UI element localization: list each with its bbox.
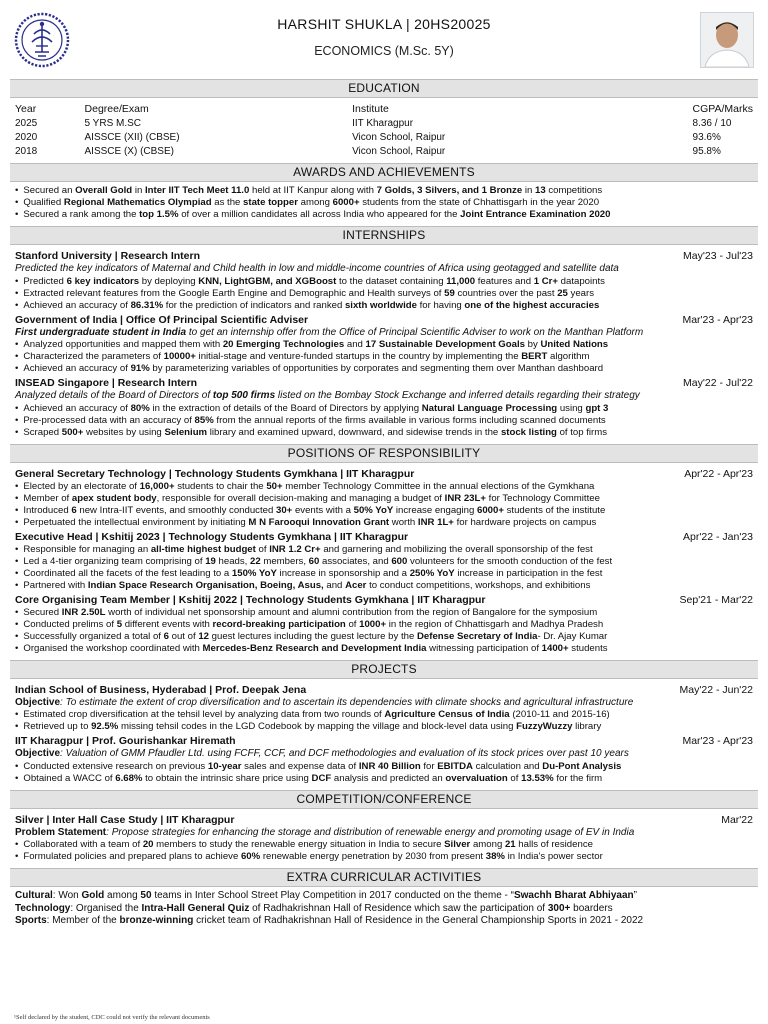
objective-text: : To estimate the extent of crop diversification and to ascertain its dependencies with climate shocks and agricultural infrastructure [60, 696, 634, 708]
entry-bullets [10, 544, 758, 592]
list-item: • Led a 4-tier organizing team comprising of 19 heads, 22 members, 60 associates, and 600 volunteers for the smooth conduction of the fest [15, 556, 753, 568]
resume-page [10, 10, 758, 928]
education-header-degree: Degree/Exam [84, 102, 149, 115]
entry-date: Mar'23 - Apr'23 [682, 735, 753, 747]
list-item: • Secured an Overall Gold in Inter IIT Tech Meet 11.0 held at IIT Kanpur along with 7 Golds, 3 Silvers, and 1 Bronze in 13 competitions [15, 185, 753, 197]
list-item: • Successfully organized a total of 6 out of 12 guest lectures including the guest lecture by the Defense Secretary of India- Dr. Ajay Kumar [15, 631, 753, 643]
list-item: • Organised the workshop coordinated with Mercedes-Benz Research and Development India witnessing participation of 1400+ students [15, 643, 753, 655]
list-item: • Introduced 6 new Intra-IIT events, and smoothly conducted 30+ events with a 50% YoY increase engaging 6000+ students of the institute [15, 505, 753, 517]
education-header-cgpa: CGPA/Marks [692, 102, 753, 115]
education-header-year: Year [15, 102, 37, 115]
extracurricular-item: Sports: Member of the bronze-winning cricket team of Radhakrishnan Hall of Residence in the General Championship Sports in 2021 - 2022 [15, 915, 644, 926]
table-cell: 2020 [15, 131, 38, 143]
project-objective [10, 748, 758, 761]
entry-title: IIT Kharagpur | Prof. Gourishankar Hiremath [15, 735, 236, 747]
list-item: • Elected by an electorate of 16,000+ students to chair the 50+ member Technology Committee in the annual elections of the Gymkhana [15, 481, 753, 493]
list-item: • Retrieved up to 92.5% missing tehsil codes in the LGD Codebook by mapping the village and block-level data using FuzzyWuzzy library [15, 721, 753, 733]
problem-statement-text: : Propose strategies for enhancing the storage and distribution of renewable energy and promoting usage of EV in India [106, 826, 635, 838]
entry-header [10, 812, 758, 827]
footnote: ¹Self declared by the student, CDC could not verify the relevant documents [14, 1014, 210, 1021]
table-cell: 95.8% [692, 145, 721, 157]
entry-bullets [10, 607, 758, 655]
education-header-institute: Institute [352, 102, 389, 115]
list-item: • Qualified Regional Mathematics Olympiad as the state topper among 6000+ students from the state of Chhattisgarh in the year 2020 [15, 197, 753, 209]
list-item: • Responsible for managing an all-time highest budget of INR 1.2 Cr+ and garnering and mobilizing the overall sponsorship of the fest [15, 544, 753, 556]
table-cell: AISSCE (X) (CBSE) [84, 145, 174, 157]
awards-list [10, 185, 758, 221]
entry-title: Core Organising Team Member | Kshitij 2022 | Technology Students Gymkhana | IIT Kharagpur [15, 593, 486, 606]
project-objective [10, 697, 758, 710]
entry-header [10, 529, 758, 544]
section-awards: AWARDS AND ACHIEVEMENTS [10, 163, 758, 182]
entry-header [10, 682, 758, 697]
entry-date: Mar'23 - Apr'23 [682, 313, 753, 326]
section-competition: COMPETITION/CONFERENCE [10, 790, 758, 809]
list-item: • Formulated policies and prepared plans to achieve 60% renewable energy penetration by 2030 from present 38% in India's power sector [15, 851, 753, 863]
list-item: • Member of apex student body, responsible for overall decision-making and managing a budget of INR 23L+ for Technology Committee [15, 493, 753, 505]
list-item: • Obtained a WACC of 6.68% to obtain the intrinsic share price using DCF analysis and predicted an overvaluation of 13.53% for the firm [15, 773, 753, 785]
entry-header [10, 375, 758, 390]
entry-title: Indian School of Business, Hyderabad | Prof. Deepak Jena [15, 683, 307, 696]
list-item: • Coordinated all the facets of the fest leading to a 150% YoY increase in sponsorship and a 250% YoY increase in participation in the fest [15, 568, 753, 580]
entry-title: Stanford University | Research Intern [15, 250, 200, 262]
extracurricular-item: Technology: Organised the Intra-Hall General Quiz of Radhakrishnan Hall of Residence which saw the participation of 300+ boarders [15, 902, 613, 914]
table-cell: 5 YRS M.SC [84, 117, 142, 129]
entry-title: Executive Head | Kshitij 2023 | Technology Students Gymkhana | IIT Kharagpur [15, 530, 409, 543]
problem-statement-label: Problem Statement [15, 826, 107, 838]
entry-summary: Predicted the key indicators of Maternal and Child health in low and middle-income countries of Africa using geotagged and satellite data [15, 263, 619, 274]
list-item: • Achieved an accuracy of 80% in the extraction of details of the Board of Directors by applying Natural Language Processing using gpt 3 [15, 403, 753, 415]
education-header-row [10, 101, 758, 116]
resume-header [10, 10, 758, 74]
list-item: • Achieved an accuracy of 86.31% for the prediction of indicators and ranked sixth worldwide for having one of the highest accuracies [15, 300, 753, 312]
list-item: • Collaborated with a team of 20 members to study the renewable energy situation in India to secure Silver among 21 halls of residence [15, 839, 753, 851]
table-cell: 2025 [15, 117, 38, 129]
list-item: • Estimated crop diversification at the tehsil level by analyzing data from two rounds of Agriculture Census of India (2010-11 and 2015-16) [15, 709, 753, 721]
entry-title: INSEAD Singapore | Research Intern [15, 377, 198, 389]
entry-bullets [10, 276, 758, 312]
list-item: • Predicted 6 key indicators by deploying KNN, LightGBM, and XGBoost to the dataset containing 11,000 features and 1 Cr+ datapoints [15, 276, 753, 288]
entry-bullets [10, 839, 758, 863]
entry-bullets [10, 403, 758, 439]
entry-bullets [10, 761, 758, 785]
problem-statement [10, 827, 758, 840]
extracurricular-item: Cultural: Won Gold among 50 teams in Inter School Street Play Competition in 2017 conducted on the theme - “Swachh Bharat Abhiyaan” [15, 890, 637, 901]
list-item: • Perpetuated the intellectual environment by initiating M N Farooqui Innovation Grant worth INR 1L+ for hardware projects on campus [15, 517, 753, 529]
entry-date: Apr'22 - Apr'23 [684, 467, 753, 480]
section-positions: POSITIONS OF RESPONSIBILITY [10, 444, 758, 463]
list-item: • Characterized the parameters of 10000+ initial-stage and venture-funded startups in the country by implementing the BERT algorithm [15, 351, 753, 363]
section-internships: INTERNSHIPS [10, 226, 758, 245]
list-item: • Partnered with Indian Space Research Organisation, Boeing, Asus, and Acer to conduct competitions, workshops, and exhibitions [15, 580, 753, 592]
table-row [10, 130, 758, 144]
candidate-name: HARSHIT SHUKLA | 20HS20025 [277, 16, 491, 32]
education-table [10, 101, 758, 158]
entry-header [10, 733, 758, 748]
objective-label: Objective [15, 748, 61, 759]
program-name: ECONOMICS (M.Sc. 5Y) [314, 44, 454, 58]
entry-header [10, 466, 758, 481]
entry-header [10, 248, 758, 263]
list-item: • Scraped 500+ websites by using Selenium library and examined upward, downward, and sidewise trends in the stock listing of top firms [15, 427, 753, 439]
entry-bullets [10, 481, 758, 529]
list-item: • Secured INR 2.50L worth of individual net sponsorship amount and alumni contribution from the region of Bangalore for the symposium [15, 607, 753, 619]
table-cell: AISSCE (XII) (CBSE) [84, 131, 180, 143]
table-cell: 8.36 / 10 [692, 117, 732, 129]
entry-summary: Analyzed details of the Board of Directors of top 500 firms listed on the Bombay Stock Exchange and inferred details regarding their strategy [15, 390, 640, 401]
table-cell: 2018 [15, 145, 38, 157]
table-row [10, 144, 758, 158]
list-item: • Analyzed opportunities and mapped them with 20 Emerging Technologies and 17 Sustainable Development Goals by United Nations [15, 339, 753, 351]
list-item: • Conducted extensive research on previous 10-year sales and expense data of INR 40 Billion for EBITDA calculation and Du-Pont Analysis [15, 761, 753, 773]
entry-date: Sep'21 - Mar'22 [679, 593, 753, 606]
list-item: • Conducted prelims of 5 different events with record-breaking participation of 1000+ in the region of Chhattisgarh and Madhya Pradesh [15, 619, 753, 631]
section-extracurricular: EXTRA CURRICULAR ACTIVITIES [10, 868, 758, 887]
table-cell: Vicon School, Raipur [352, 131, 446, 143]
entry-date: May'22 - Jul'22 [683, 377, 753, 389]
entry-header [10, 592, 758, 607]
list-item: • Extracted relevant features from the Google Earth Engine and Demographic and Health surveys of 59 countries over the past 25 years [15, 288, 753, 300]
entry-summary: First undergraduate student in India to get an internship offer from the Office of Principal Scientific Adviser to work on the Manthan Platform [15, 326, 644, 338]
entry-title: Silver | Inter Hall Case Study | IIT Kharagpur [15, 813, 235, 826]
list-item: • Achieved an accuracy of 91% by parameterizing variables of opportunities by corporates and segmenting them over Manthan dashboard [15, 363, 753, 375]
profile-photo [700, 12, 754, 68]
objective-label: Objective [15, 696, 61, 708]
entry-bullets [10, 339, 758, 375]
section-projects: PROJECTS [10, 660, 758, 679]
list-item: • Pre-processed data with an accuracy of 85% from the annual reports of the firms available in various forms including scanned documents [15, 415, 753, 427]
table-row [10, 116, 758, 130]
section-education: EDUCATION [10, 79, 758, 98]
objective-text: : Valuation of GMM Pfaudler Ltd. using FCFF, CCF, and DCF methodologies and evaluation of its stock prices over past 10 years [60, 748, 629, 759]
table-cell: 93.6% [692, 131, 721, 143]
entry-date: May'22 - Jun'22 [679, 683, 753, 696]
entry-date: Apr'22 - Jan'23 [683, 530, 753, 543]
list-item: • Secured a rank among the top 1.5% of over a million candidates all across India who appeared for the Joint Entrance Examination 2020 [15, 209, 753, 221]
entry-title: General Secretary Technology | Technology Students Gymkhana | IIT Kharagpur [15, 467, 415, 480]
entry-date: Mar'22 [721, 813, 753, 826]
entry-bullets [10, 709, 758, 733]
entry-date: May'23 - Jul'23 [683, 250, 753, 262]
table-cell: IIT Kharagpur [352, 117, 414, 129]
entry-header [10, 312, 758, 327]
table-cell: Vicon School, Raipur [352, 145, 446, 157]
entry-title: Government of India | Office Of Principal Scientific Adviser [15, 313, 309, 326]
